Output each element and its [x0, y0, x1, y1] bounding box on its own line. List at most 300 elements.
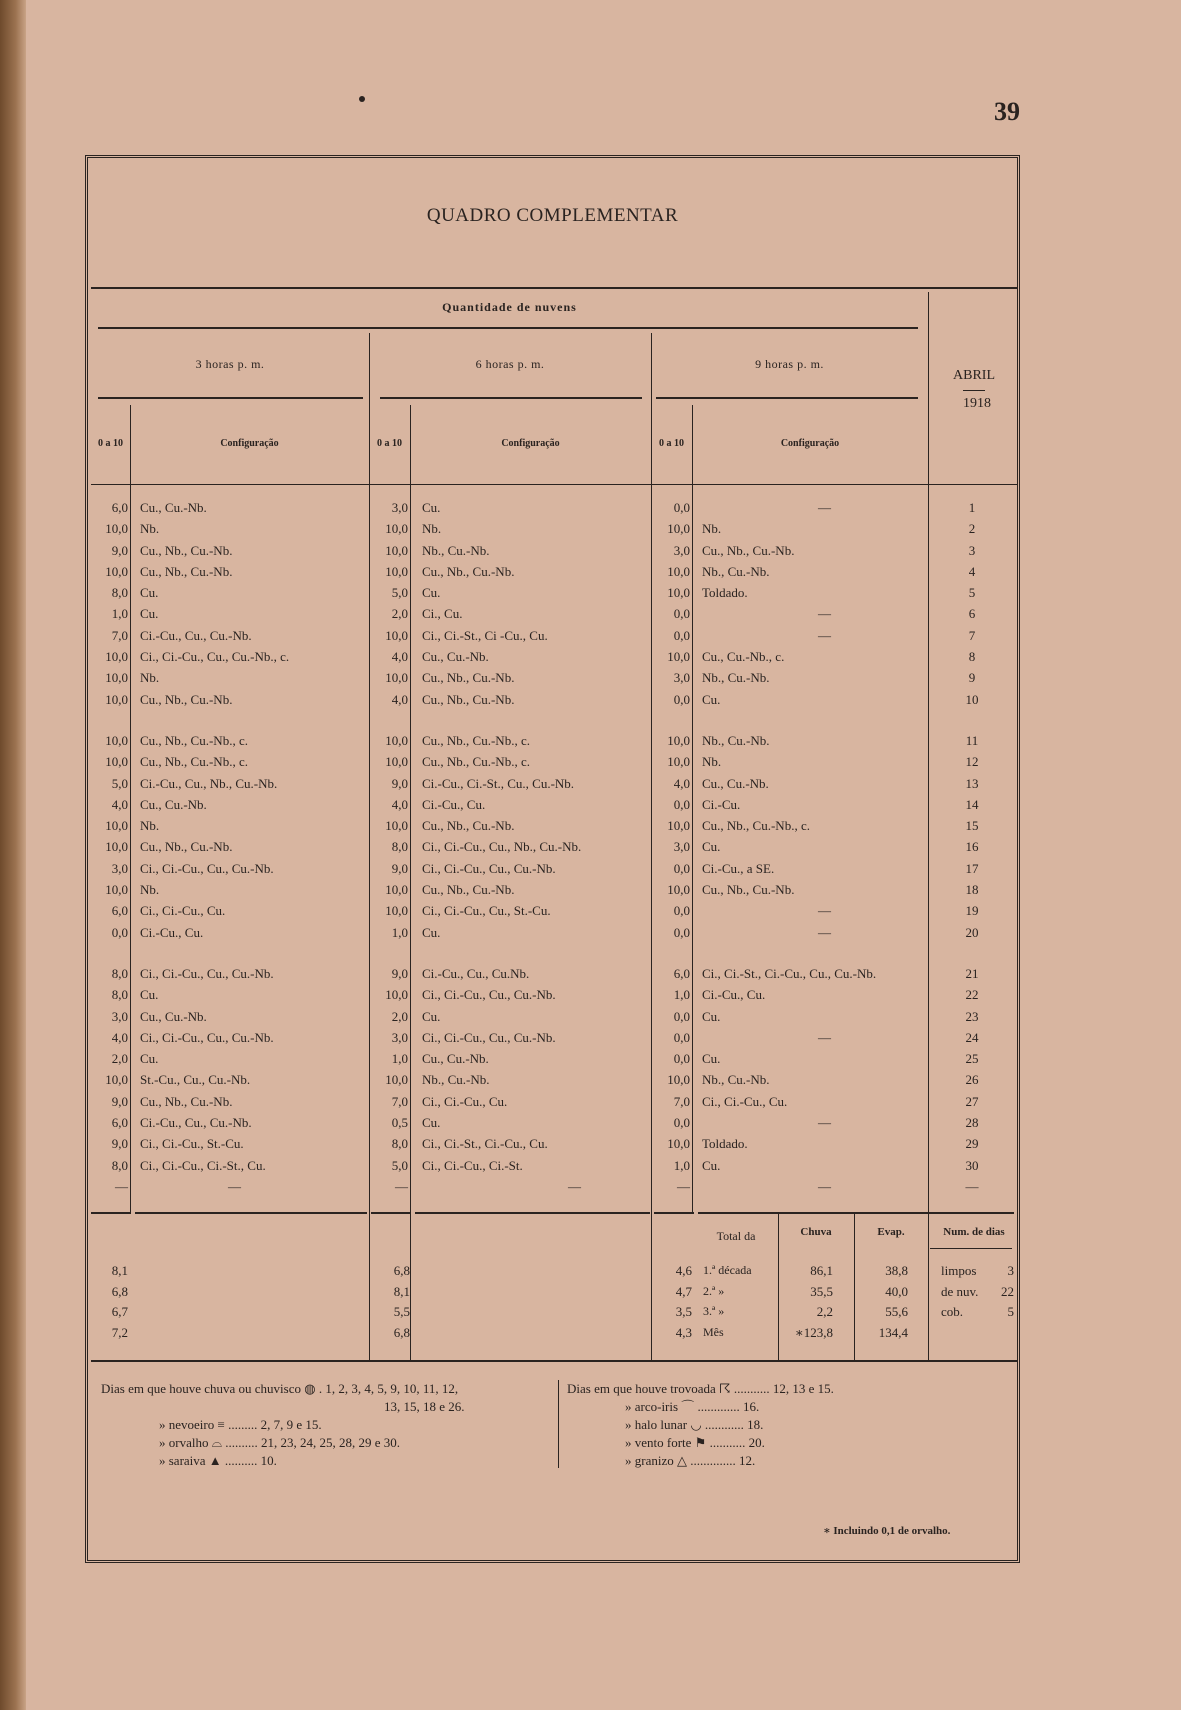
cloud-amount-9h: 3,0	[673, 542, 690, 558]
cloud-config-3h: St.-Cu., Cu., Cu.-Nb.	[140, 1072, 251, 1088]
cloud-config-6h: Ci., Ci.-Cu., Cu., St.-Cu.	[422, 903, 551, 919]
cloud-amount-6h: 7,0	[391, 1093, 408, 1109]
cloud-amount-3h: 3,0	[111, 1008, 128, 1024]
cloud-config-6h: Cu.	[422, 1115, 441, 1131]
cloud-config-3h: Cu.	[140, 1051, 159, 1067]
cloud-config-9h: Cu., Nb., Cu.-Nb., c.	[702, 818, 810, 834]
cloud-config-3h: Ci., Ci.-Cu., St.-Cu.	[140, 1136, 244, 1152]
average-h9: 4,6	[675, 1263, 692, 1278]
cloud-config-6h: Cu., Nb., Cu.-Nb., c.	[422, 754, 530, 770]
col-amount-3h: 0 a 10	[98, 438, 123, 449]
cloud-config-6h: Cu., Cu.-Nb.	[422, 649, 489, 665]
cloud-amount-3h: 5,0	[111, 775, 128, 791]
day-number: 17	[965, 860, 979, 876]
day-number: 3	[968, 542, 976, 558]
cloud-amount-9h: 10,0	[667, 521, 690, 537]
sep-rule-c	[371, 1212, 411, 1214]
table-row	[88, 647, 1018, 668]
cloud-amount-3h: 4,0	[111, 1029, 128, 1045]
cloud-amount-6h: 4,0	[391, 796, 408, 812]
table-row	[88, 562, 1018, 583]
year-label: 1918	[963, 390, 985, 417]
cloud-amount-3h: 7,0	[111, 627, 128, 643]
cloud-amount-3h: 6,0	[111, 500, 128, 515]
cloud-config-9h: —	[818, 1115, 831, 1131]
cloud-config-3h: Cu., Nb., Cu.-Nb.	[140, 1093, 233, 1109]
average-h9: 4,3	[675, 1324, 692, 1340]
cloud-amount-6h: 2,0	[391, 606, 408, 622]
cloud-config-9h: —	[818, 1029, 831, 1045]
day-number: 6	[968, 606, 976, 622]
cloud-config-9h: —	[818, 924, 831, 940]
total-label: 1.ª década	[703, 1263, 752, 1277]
cloud-amount-3h: 4,0	[111, 796, 128, 812]
day-number: 9	[968, 670, 976, 686]
cloud-config-3h: Ci., Ci.-Cu., Cu., Cu.-Nb., c.	[140, 649, 290, 665]
cloud-config-3h: Ci.-Cu., Cu., Cu.-Nb.	[140, 627, 252, 643]
sep-rule-a	[91, 1212, 131, 1214]
cloud-config-6h: Ci., Cu.	[422, 606, 463, 622]
day-number: 30	[965, 1157, 979, 1173]
cloud-config-3h: Ci., Ci.-Cu., Cu., Cu.-Nb.	[140, 1029, 274, 1045]
cloud-amount-9h: 10,0	[667, 563, 690, 579]
legend-divider	[558, 1380, 559, 1468]
total-label: 2.ª »	[703, 1283, 725, 1298]
day-number: 4	[968, 563, 976, 579]
cloud-amount-6h: —	[395, 1178, 408, 1194]
cloud-amount-9h: 1,0	[673, 987, 690, 1003]
cloud-amount-3h: 10,0	[105, 563, 128, 579]
sep-rule-b	[135, 1212, 367, 1214]
numdays-rule	[930, 1248, 1012, 1249]
table-row	[88, 604, 1018, 625]
cloud-amount-6h: 10,0	[385, 1072, 408, 1088]
table-row	[88, 880, 1018, 901]
total-label: 3.ª »	[703, 1304, 725, 1318]
table-row	[88, 668, 1018, 689]
ink-dot	[359, 96, 365, 102]
cloud-amount-3h: 10,0	[105, 754, 128, 770]
cloud-amount-9h: 3,0	[673, 839, 690, 855]
table-row	[88, 1156, 1018, 1177]
cloud-amount-3h: 9,0	[111, 542, 128, 558]
legend-left-line: » saraiva ▲ .......... 10.	[159, 1453, 277, 1468]
cloud-config-9h: Cu.	[702, 839, 721, 855]
cloud-amount-3h: 10,0	[105, 818, 128, 834]
cloud-config-6h: Nb., Cu.-Nb.	[422, 1072, 490, 1088]
cloud-config-3h: Ci.-Cu., Cu.	[140, 924, 204, 940]
cloud-config-9h: Cu., Nb., Cu.-Nb.	[702, 882, 795, 898]
average-h3: 8,1	[111, 1263, 128, 1278]
average-h3: 7,2	[111, 1324, 128, 1340]
cloud-amount-9h: 0,0	[673, 1008, 690, 1024]
table-row	[88, 816, 1018, 837]
cloud-amount-6h: 10,0	[385, 818, 408, 834]
period-rule-6h	[380, 397, 642, 399]
day-number: 7	[968, 627, 976, 643]
day-number: 15	[965, 818, 979, 834]
table-row	[88, 541, 1018, 562]
cloud-amount-9h: 0,0	[673, 1029, 690, 1045]
evap-value: 38,8	[885, 1263, 908, 1278]
cloud-config-6h: Ci.-Cu., Cu.	[422, 796, 486, 812]
cloud-amount-3h: 10,0	[105, 839, 128, 855]
cloud-config-6h: Cu., Nb., Cu.-Nb., c.	[422, 732, 530, 748]
sep-rule-d	[415, 1212, 650, 1214]
cloud-config-3h: Ci., Ci.-Cu., Cu.	[140, 903, 226, 919]
cloud-config-6h: Cu., Nb., Cu.-Nb.	[422, 691, 515, 707]
cloud-amount-6h: 10,0	[385, 521, 408, 537]
cloud-config-3h: Cu.	[140, 987, 159, 1003]
col-amount-6h: 0 a 10	[377, 438, 402, 449]
cloud-config-9h: Nb., Cu.-Nb.	[702, 670, 770, 686]
period-rule-3h	[98, 397, 363, 399]
total-header: Total da	[716, 1229, 756, 1243]
table-row	[88, 583, 1018, 604]
cloud-amount-9h: 0,0	[673, 606, 690, 622]
table-row	[88, 1134, 1018, 1155]
average-h9: 4,7	[675, 1283, 692, 1299]
cloud-amount-3h: 10,0	[105, 882, 128, 898]
cloud-amount-3h: 9,0	[111, 1136, 128, 1152]
cloud-amount-3h: 9,0	[111, 1093, 128, 1109]
cloud-amount-6h: 5,0	[391, 1157, 408, 1173]
page-title: QUADRO COMPLEMENTAR	[426, 205, 679, 226]
cloud-config-9h: Cu., Nb., Cu.-Nb.	[702, 542, 795, 558]
table-row	[88, 498, 1018, 519]
sep-rule-e	[654, 1212, 694, 1214]
day-number: 23	[965, 1008, 979, 1024]
day-number: 20	[965, 924, 979, 940]
cloud-config-9h: Cu.	[702, 1051, 721, 1067]
group-rule	[98, 327, 918, 329]
total-label: Mês	[703, 1324, 724, 1339]
numdays-label: cob.	[941, 1304, 964, 1319]
cloud-config-3h: Cu., Cu.-Nb.	[140, 1008, 207, 1024]
cloud-config-9h: —	[818, 500, 831, 515]
cloud-amount-9h: 0,0	[673, 691, 690, 707]
cloud-config-9h: —	[818, 903, 831, 919]
cloud-config-3h: Ci., Ci.-Cu., Cu., Cu.-Nb.	[140, 860, 274, 876]
cloud-amount-9h: 10,0	[667, 1072, 690, 1088]
cloud-amount-6h: 8,0	[391, 839, 408, 855]
cloud-amount-9h: 10,0	[667, 585, 690, 601]
chuva-value: ∗123,8	[794, 1324, 833, 1340]
day-number: 29	[965, 1136, 979, 1152]
chuva-value: 86,1	[810, 1263, 833, 1278]
table-row	[88, 837, 1018, 858]
cloud-config-9h: Ci., Ci.-Cu., Cu.	[702, 1093, 788, 1109]
cloud-amount-9h: 1,0	[673, 1157, 690, 1173]
day-number: 26	[965, 1072, 979, 1088]
cloud-config-6h: Ci., Ci.-Cu., Cu., Nb., Cu.-Nb.	[422, 839, 582, 855]
cloud-amount-9h: 3,0	[673, 670, 690, 686]
table-row	[88, 774, 1018, 795]
cloud-config-9h: Ci.-Cu.	[702, 796, 741, 812]
cloud-config-6h: Ci., Ci.-Cu., Cu., Cu.-Nb.	[422, 860, 556, 876]
cloud-config-9h: —	[818, 627, 831, 643]
cloud-amount-6h: 5,0	[391, 585, 408, 601]
cloud-config-9h: Nb., Cu.-Nb.	[702, 1072, 770, 1088]
period-9h: 9 horas p. m.	[755, 357, 824, 371]
chuva-value: 2,2	[816, 1304, 833, 1319]
cloud-config-9h: Cu., Cu.-Nb., c.	[702, 649, 785, 665]
table-row	[88, 690, 1018, 711]
cloud-amount-9h: 0,0	[673, 903, 690, 919]
cloud-amount-3h: 10,0	[105, 649, 128, 665]
cloud-amount-6h: 1,0	[391, 924, 408, 940]
decade-gap	[88, 944, 1018, 964]
average-h9: 3,5	[675, 1304, 692, 1319]
table-row	[88, 519, 1018, 540]
cloud-amount-9h: 10,0	[667, 818, 690, 834]
cloud-config-3h: Nb.	[140, 670, 160, 686]
cloud-config-3h: Cu., Nb., Cu.-Nb.	[140, 542, 233, 558]
evap-header: Evap.	[877, 1226, 905, 1238]
cloud-amount-6h: 10,0	[385, 987, 408, 1003]
cloud-amount-3h: 0,0	[111, 924, 128, 940]
legend-left-line: » nevoeiro ≡ ......... 2, 7, 9 e 15.	[159, 1417, 322, 1432]
cloud-config-6h: Ci., Ci.-St., Ci.-Cu., Cu.	[422, 1136, 548, 1152]
legend-left-line: » orvalho ⌓ .......... 21, 23, 24, 25, 28, 29 e 30.	[159, 1435, 401, 1450]
cloud-config-3h: Ci., Ci.-Cu., Ci.-St., Cu.	[140, 1157, 266, 1173]
cloud-config-6h: Cu.	[422, 585, 441, 601]
day-number: 2	[968, 521, 976, 537]
cloud-amount-3h: 8,0	[111, 987, 128, 1003]
header-bottom-rule	[91, 484, 1017, 485]
cloud-amount-3h: —	[115, 1178, 128, 1194]
cloud-config-9h: Nb.	[702, 521, 722, 537]
cloud-config-6h: Cu., Nb., Cu.-Nb.	[422, 670, 515, 686]
average-h3: 6,8	[111, 1283, 128, 1299]
average-h6: 6,8	[393, 1263, 410, 1278]
cloud-amount-6h: 10,0	[385, 627, 408, 643]
average-h3: 6,7	[111, 1304, 128, 1319]
day-number: 10	[965, 691, 979, 707]
cloud-config-3h: Cu., Nb., Cu.-Nb.	[140, 839, 233, 855]
evap-value: 40,0	[885, 1283, 908, 1299]
table-row	[88, 1092, 1018, 1113]
page-number: 39	[994, 97, 1020, 126]
col-config-6h: Configuração	[501, 438, 560, 449]
cloud-config-9h: Ci.-Cu., a SE.	[702, 860, 775, 876]
table-row	[88, 1007, 1018, 1028]
day-number: —	[965, 1178, 979, 1194]
cloud-config-3h: Nb.	[140, 818, 160, 834]
table-row	[88, 964, 1018, 985]
period-rule-9h	[656, 397, 918, 399]
cloud-amount-9h: 10,0	[667, 882, 690, 898]
legend-right-line: » granizo △ .............. 12.	[625, 1453, 756, 1468]
day-number: 28	[965, 1115, 979, 1131]
cloud-amount-3h: 10,0	[105, 1072, 128, 1088]
cloud-config-3h: Cu., Nb., Cu.-Nb.	[140, 691, 233, 707]
average-h6: 8,1	[393, 1283, 410, 1299]
cloud-amount-6h: 4,0	[391, 691, 408, 707]
cloud-amount-3h: 3,0	[111, 860, 128, 876]
day-number: 14	[965, 796, 979, 812]
numdays-header: Num. de dias	[943, 1226, 1005, 1238]
cloud-amount-3h: 6,0	[111, 903, 128, 919]
cloud-config-6h: Cu.	[422, 924, 441, 940]
cloud-amount-9h: 0,0	[673, 924, 690, 940]
cloud-config-6h: Cu., Nb., Cu.-Nb.	[422, 818, 515, 834]
cloud-amount-6h: 10,0	[385, 732, 408, 748]
day-number: 1	[968, 500, 976, 515]
cloud-config-3h: Nb.	[140, 521, 160, 537]
cloud-amount-6h: 10,0	[385, 542, 408, 558]
day-number: 21	[965, 965, 979, 981]
cloud-amount-9h: 0,0	[673, 1051, 690, 1067]
cloud-amount-9h: 7,0	[673, 1093, 690, 1109]
cloud-config-3h: Cu., Nb., Cu.-Nb., c.	[140, 732, 248, 748]
cloud-config-6h: Ci., Ci.-Cu., Cu., Cu.-Nb.	[422, 987, 556, 1003]
cloud-config-3h: Ci.-Cu., Cu., Nb., Cu.-Nb.	[140, 775, 278, 791]
cloud-config-3h: —	[228, 1178, 241, 1194]
day-number: 18	[965, 882, 979, 898]
cloud-amount-9h: 10,0	[667, 754, 690, 770]
table-row	[88, 1113, 1018, 1134]
table-row	[88, 731, 1018, 752]
cloud-amount-9h: 0,0	[673, 627, 690, 643]
table-row	[88, 1049, 1018, 1070]
cloud-amount-3h: 8,0	[111, 1157, 128, 1173]
cloud-amount-9h: 10,0	[667, 1136, 690, 1152]
cloud-amount-3h: 1,0	[111, 606, 128, 622]
cloud-config-3h: Cu.	[140, 606, 159, 622]
cloud-config-6h: Cu., Cu.-Nb.	[422, 1051, 489, 1067]
cloud-config-6h: Cu.	[422, 1008, 441, 1024]
table-row	[88, 985, 1018, 1006]
cloud-amount-3h: 10,0	[105, 691, 128, 707]
table-row	[88, 901, 1018, 922]
cloud-config-6h: Nb., Cu.-Nb.	[422, 542, 490, 558]
cloud-amount-6h: 3,0	[391, 500, 408, 515]
cloud-config-3h: Ci., Ci.-Cu., Cu., Cu.-Nb.	[140, 965, 274, 981]
month-label: ABRIL	[953, 368, 995, 383]
table-row	[88, 859, 1018, 880]
cloud-config-9h: Nb.	[702, 754, 722, 770]
day-number: 13	[965, 775, 979, 791]
cloud-config-6h: Cu., Nb., Cu.-Nb.	[422, 563, 515, 579]
legend-right	[567, 1380, 834, 1470]
table-row	[88, 795, 1018, 816]
cloud-config-9h: Cu., Cu.-Nb.	[702, 775, 769, 791]
legend-right-line: Dias em que houve trovoada ☈ ........... 12, 13 e 15.	[567, 1381, 834, 1396]
cloud-config-6h: Cu.	[422, 500, 441, 515]
cloud-config-9h: —	[818, 606, 831, 622]
chuva-header: Chuva	[800, 1226, 832, 1238]
summary-bottom-rule	[91, 1360, 1017, 1362]
cloud-amount-9h: 6,0	[673, 965, 690, 981]
day-number: 8	[968, 649, 976, 665]
cloud-amount-3h: 8,0	[111, 965, 128, 981]
cloud-amount-6h: 10,0	[385, 903, 408, 919]
legend-right-line: » vento forte ⚑ ........... 20.	[625, 1435, 765, 1450]
sep-rule-f	[698, 1212, 1014, 1214]
col-config-3h: Configuração	[220, 438, 279, 449]
cloud-config-6h: Ci., Ci.-Cu., Cu., Cu.-Nb.	[422, 1029, 556, 1045]
cloud-amount-9h: 0,0	[673, 1115, 690, 1131]
cloud-amount-3h: 10,0	[105, 732, 128, 748]
cloud-config-9h: Cu.	[702, 1008, 721, 1024]
legend-left	[101, 1380, 465, 1470]
cloud-config-3h: Ci.-Cu., Cu., Cu.-Nb.	[140, 1115, 252, 1131]
cloud-config-9h: Cu.	[702, 1157, 721, 1173]
evap-value: 134,4	[878, 1324, 908, 1340]
cloud-config-9h: Nb., Cu.-Nb.	[702, 732, 770, 748]
book-spine	[0, 0, 26, 1710]
cloud-amount-6h: 4,0	[391, 649, 408, 665]
cloud-amount-3h: 10,0	[105, 521, 128, 537]
cloud-config-9h: Toldado.	[702, 585, 748, 601]
cloud-config-3h: Cu., Nb., Cu.-Nb., c.	[140, 754, 248, 770]
month-year-header	[928, 361, 1020, 417]
cloud-amount-3h: 2,0	[111, 1051, 128, 1067]
cloud-amount-6h: 3,0	[391, 1029, 408, 1045]
decade-gap	[88, 711, 1018, 731]
cloud-config-6h: Ci., Ci.-Cu., Cu.	[422, 1093, 508, 1109]
cloud-config-9h: Ci.-Cu., Cu.	[702, 987, 766, 1003]
cloud-config-6h: Ci.-Cu., Cu., Cu.Nb.	[422, 965, 530, 981]
chuva-value: 35,5	[810, 1283, 833, 1299]
cloud-amount-3h: 8,0	[111, 585, 128, 601]
cloud-amount-9h: 4,0	[673, 775, 690, 791]
table-row	[88, 923, 1018, 944]
evap-value: 55,6	[885, 1304, 908, 1319]
footnote: ∗ Incluindo 0,1 de orvalho.	[823, 1525, 951, 1537]
cloud-amount-6h: 1,0	[391, 1051, 408, 1067]
day-number: 16	[965, 839, 979, 855]
cloud-config-6h: Cu., Nb., Cu.-Nb.	[422, 882, 515, 898]
cloud-config-6h: Ci., Ci.-St., Ci -Cu., Cu.	[422, 627, 548, 643]
cloud-amount-6h: 10,0	[385, 670, 408, 686]
legend-right-line: » halo lunar ◡ ............ 18.	[625, 1417, 764, 1432]
table-row	[88, 752, 1018, 773]
table-row	[88, 626, 1018, 647]
cloud-amount-6h: 10,0	[385, 563, 408, 579]
cloud-amount-6h: 8,0	[391, 1136, 408, 1152]
cloud-config-6h: —	[568, 1178, 581, 1194]
cloud-amount-6h: 9,0	[391, 860, 408, 876]
average-h6: 6,8	[393, 1324, 410, 1340]
day-number: 24	[965, 1029, 979, 1045]
cloud-amount-3h: 10,0	[105, 670, 128, 686]
average-h6: 5,5	[393, 1304, 410, 1319]
legend-left-line: 13, 15, 18 e 26.	[384, 1399, 465, 1414]
numdays-label: limpos	[941, 1263, 977, 1278]
cloud-config-3h: Cu., Cu.-Nb.	[140, 796, 207, 812]
day-number: 11	[965, 732, 979, 748]
group-header: Quantidade de nuvens	[442, 300, 577, 314]
legend-left-line: Dias em que houve chuva ou chuvisco ◍ . 1, 2, 3, 4, 5, 9, 10, 11, 12,	[101, 1381, 459, 1396]
cloud-config-3h: Cu., Nb., Cu.-Nb.	[140, 563, 233, 579]
day-number: 19	[965, 903, 979, 919]
day-number: 27	[965, 1093, 979, 1109]
numdays-label: de nuv.	[941, 1283, 979, 1299]
table-row	[88, 1028, 1018, 1049]
cloud-config-6h: Ci., Ci.-Cu., Ci.-St.	[422, 1157, 523, 1173]
cloud-config-3h: Cu.	[140, 585, 159, 601]
cloud-amount-6h: 10,0	[385, 754, 408, 770]
cloud-amount-9h: 0,0	[673, 500, 690, 515]
cloud-amount-9h: 0,0	[673, 860, 690, 876]
cloud-amount-6h: 10,0	[385, 882, 408, 898]
table-row	[88, 1070, 1018, 1091]
cloud-config-6h: Ci.-Cu., Ci.-St., Cu., Cu.-Nb.	[422, 775, 575, 791]
cloud-amount-6h: 2,0	[391, 1008, 408, 1024]
cloud-config-9h: —	[818, 1178, 831, 1194]
